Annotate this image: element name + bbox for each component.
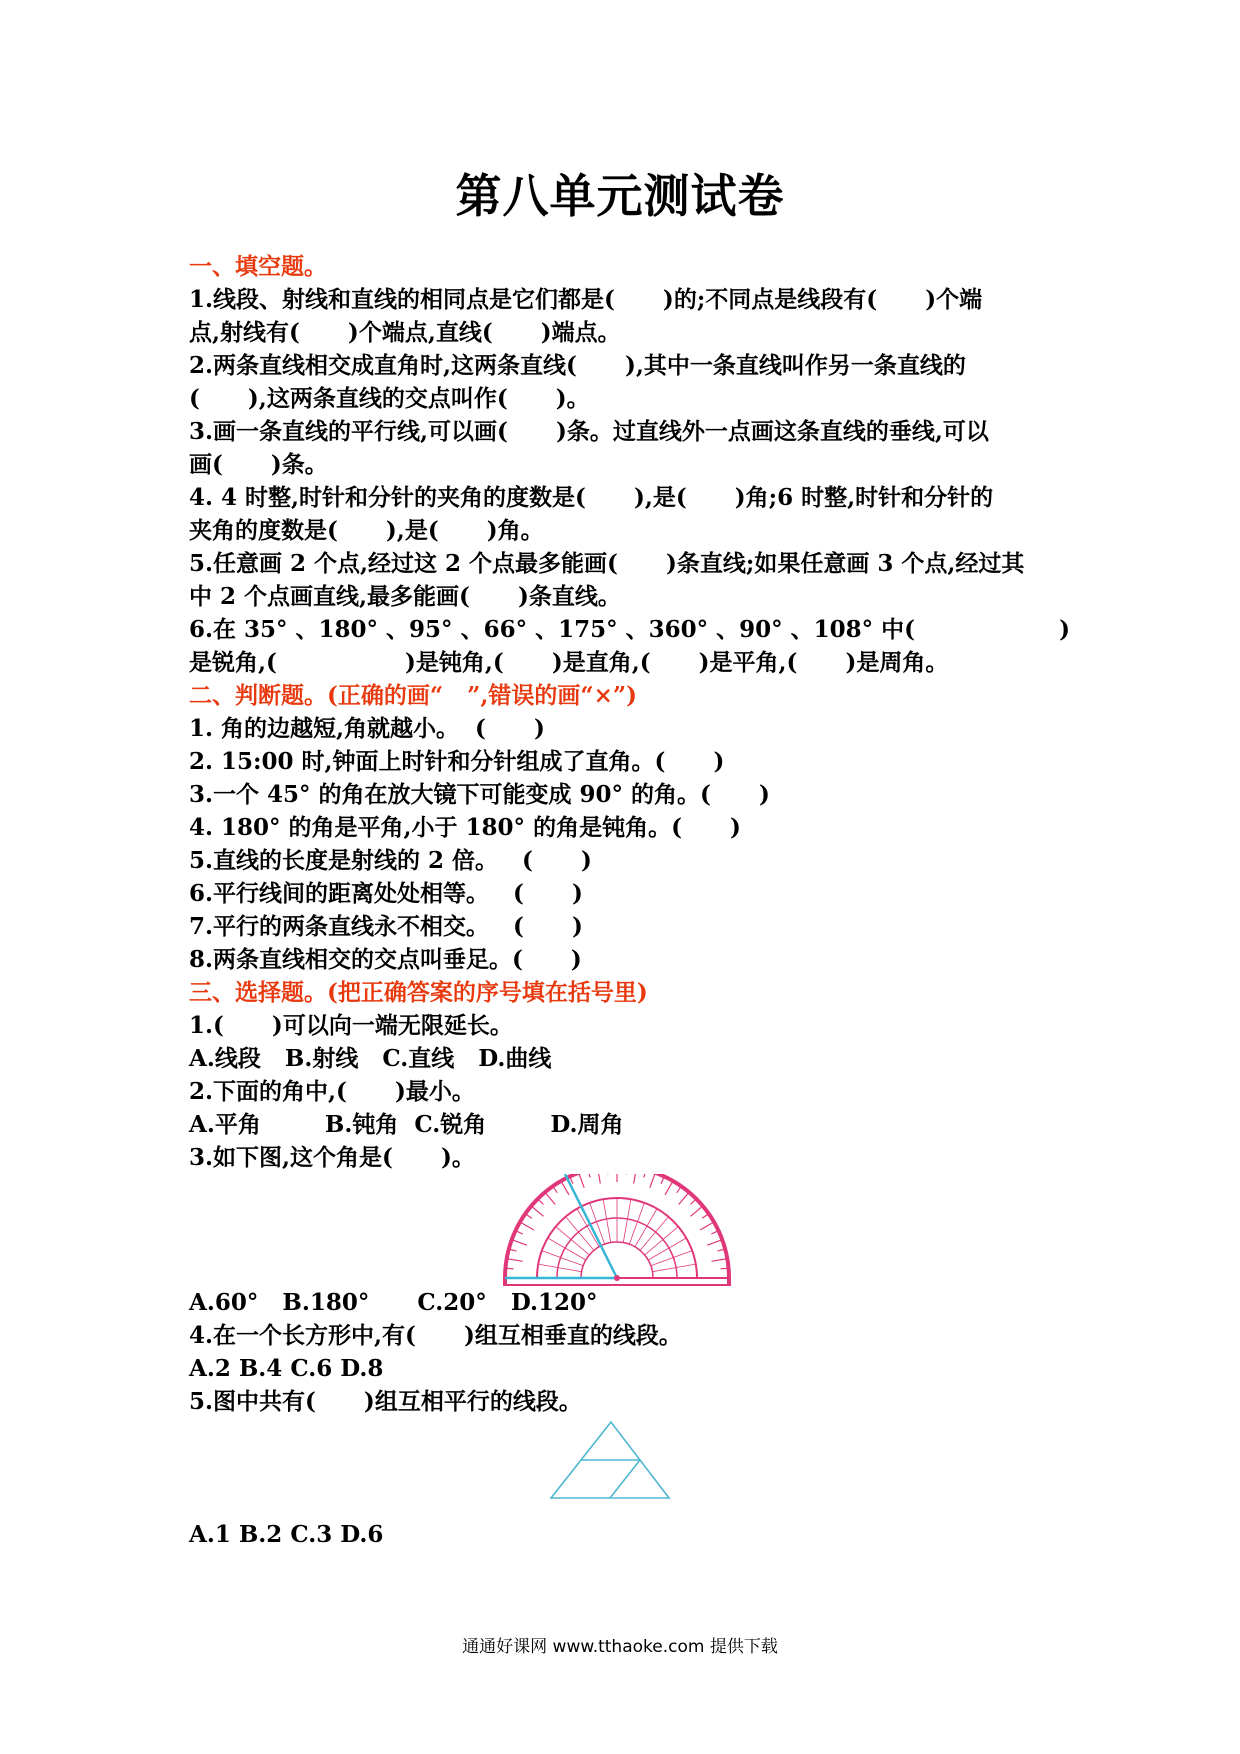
fill-line: 6.在 35° 、180° 、95° 、66° 、175° 、360° 、90° 、108° 中( ) (189, 616, 1071, 643)
fill-line: 5.任意画 2 个点,经过这 2 个点最多能画( )条直线;如果任意画 3 个点,经过其 (189, 550, 1025, 577)
fill-line: 夹角的度数是( ),是( )角。 (189, 517, 544, 544)
judge-section-heading: 二、判断题。(正确的画“ ”,错误的画“×”) (189, 682, 637, 709)
triangle-figure (189, 1418, 1069, 1518)
judge-item: 2. 15:00 时,钟面上时针和分针组成了直角。( ) (189, 748, 725, 775)
choice-section-heading: 三、选择题。(把正确答案的序号填在括号里) (189, 979, 648, 1006)
fill-line: ( ),这两条直线的交点叫作( )。 (189, 385, 590, 412)
choice-options-5: A.1 B.2 C.3 D.6 (189, 1521, 384, 1548)
judge-item: 3.一个 45° 的角在放大镜下可能变成 90° 的角。( ) (189, 781, 770, 808)
protractor-figure (189, 1174, 1069, 1286)
choice-options-1: A.线段 B.射线 C.直线 D.曲线 (189, 1045, 552, 1072)
choice-question-4: 4.在一个长方形中,有( )组互相垂直的线段。 (189, 1322, 682, 1349)
protractor-drawing (189, 1174, 1069, 1286)
judge-item: 8.两条直线相交的交点叫垂足。( ) (189, 946, 582, 973)
fill-line: 4. 4 时整,时针和分针的夹角的度数是( ),是( )角;6 时整,时针和分针的 (189, 484, 994, 511)
choice-question-1: 1.( )可以向一端无限延长。 (189, 1012, 513, 1039)
protractor-tick (721, 1268, 729, 1269)
protractor-tick (505, 1268, 513, 1269)
judge-item: 5.直线的长度是射线的 2 倍。 ( ) (189, 847, 592, 874)
choice-question-5: 5.图中共有( )组互相平行的线段。 (189, 1388, 582, 1415)
judge-item: 1. 角的边越短,角就越小。 ( ) (189, 715, 545, 742)
fill-line: 3.画一条直线的平行线,可以画( )条。过直线外一点画这条直线的垂线,可以 (189, 418, 989, 445)
fill-line: 2.两条直线相交成直角时,这两条直线( ),其中一条直线叫作另一条直线的 (189, 352, 966, 379)
choice-question-2: 2.下面的角中,( )最小。 (189, 1078, 475, 1105)
worksheet-content (189, 250, 1069, 1551)
fill-line: 点,射线有( )个端点,直线( )端点。 (189, 319, 621, 346)
fill-line: 是锐角,( )是钝角,( )是直角,( )是平角,( )是周角。 (189, 649, 949, 676)
judge-item: 4. 180° 的角是平角,小于 180° 的角是钝角。( ) (189, 814, 741, 841)
choice-question-3: 3.如下图,这个角是( )。 (189, 1144, 475, 1171)
fill-section-heading: 一、填空题。 (189, 253, 327, 280)
choice-options-4: A.2 B.4 C.6 D.8 (189, 1355, 384, 1382)
choice-options-2: A.平角 B.钝角 C.锐角 D.周角 (189, 1111, 624, 1138)
choice-options-3: A.60° B.180° C.20° D.120° (189, 1289, 598, 1316)
judge-item: 6.平行线间的距离处处相等。 ( ) (189, 880, 583, 907)
page-title: 第八单元测试卷 (455, 169, 785, 223)
fill-line: 1.线段、射线和直线的相同点是它们都是( )的;不同点是线段有( )个端 (189, 286, 983, 313)
triangle-drawing (189, 1418, 1069, 1518)
fill-line: 中 2 个点画直线,最多能画( )条直线。 (189, 583, 621, 610)
judge-item: 7.平行的两条直线永不相交。 ( ) (189, 913, 583, 940)
fill-line: 画( )条。 (189, 451, 328, 478)
footer-credit: 通通好课网 www.tthaoke.com 提供下载 (462, 1637, 778, 1657)
